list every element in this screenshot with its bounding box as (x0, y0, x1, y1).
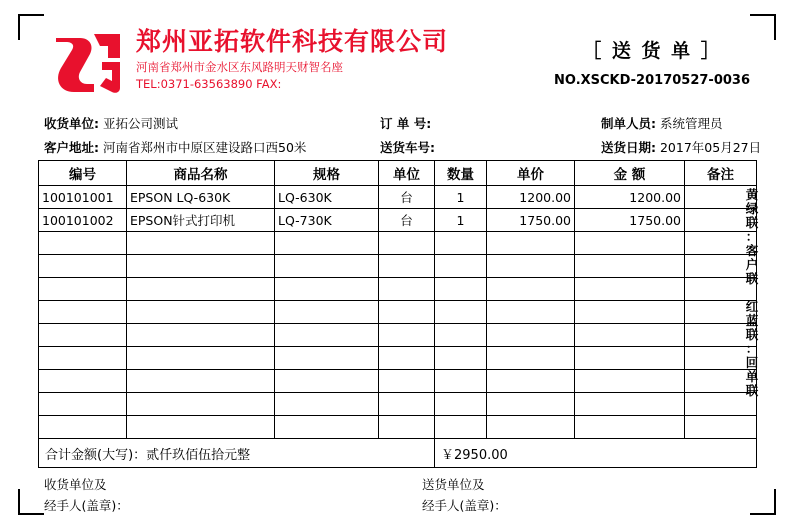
sender-signature-line1: 送货单位及 (422, 477, 485, 492)
empty-cell (435, 370, 487, 393)
item-code: 100101002 (39, 209, 127, 232)
item-code: 100101001 (39, 186, 127, 209)
empty-cell (435, 416, 487, 439)
empty-cell (575, 393, 685, 416)
receiver-signature-line2: 经手人(盖章)： (44, 498, 129, 513)
empty-cell (379, 255, 435, 278)
empty-cell (127, 324, 275, 347)
company-name: 郑州亚拓软件科技有限公司 (136, 27, 449, 56)
item-name: EPSON针式打印机 (127, 209, 275, 232)
empty-cell (435, 393, 487, 416)
empty-cell (39, 278, 127, 301)
table-row-empty (39, 255, 757, 278)
empty-cell (685, 416, 757, 439)
empty-cell (435, 301, 487, 324)
col-header-amount: 金 额 (575, 161, 685, 186)
document-number: NO.XSCKD-20170527-0036 (554, 73, 750, 88)
empty-cell (127, 347, 275, 370)
meta-row-1 (38, 112, 756, 136)
empty-cell (127, 301, 275, 324)
empty-cell (275, 347, 379, 370)
table-row-empty (39, 416, 757, 439)
delivery-note-document (38, 22, 762, 513)
table-row-empty (39, 347, 757, 370)
receiver-value: 亚拓公司测试 (102, 116, 178, 131)
empty-cell (575, 301, 685, 324)
customer-address-field (44, 136, 306, 160)
order-no-field (380, 112, 431, 136)
item-unit: 台 (379, 209, 435, 232)
empty-cell (39, 347, 127, 370)
empty-cell (127, 232, 275, 255)
car-no-field (380, 136, 435, 160)
empty-cell (487, 255, 575, 278)
table-row-empty (39, 301, 757, 324)
empty-cell (435, 324, 487, 347)
empty-cell (435, 255, 487, 278)
empty-cell (39, 324, 127, 347)
copy-color-note (742, 188, 762, 398)
total-label: 合计金额(大写)： (45, 447, 147, 463)
empty-cell (379, 324, 435, 347)
copy-note-line-2: 红 蓝 联 ： 回 单 联 (745, 299, 759, 398)
item-spec: LQ-730K (275, 209, 379, 232)
table-header-row (39, 161, 757, 186)
empty-cell (275, 232, 379, 255)
table-row-empty (39, 324, 757, 347)
receiver-signature-block (44, 474, 129, 516)
col-header-remark: 备注 (685, 161, 757, 186)
table-row-empty (39, 370, 757, 393)
delivery-date-value: 2017年05月27日 (659, 140, 762, 155)
item-price: 1750.00 (487, 209, 575, 232)
total-row (38, 439, 757, 468)
empty-cell (575, 324, 685, 347)
col-header-code: 编号 (39, 161, 127, 186)
table-row (39, 186, 757, 209)
empty-cell (487, 301, 575, 324)
receiver-signature-line1: 收货单位及 (44, 477, 107, 492)
empty-cell (379, 301, 435, 324)
receiver-label: 收货单位: (44, 116, 99, 131)
empty-cell (379, 370, 435, 393)
company-address: 河南省郑州市金水区东风路明天财智名座 (136, 60, 343, 74)
car-no-label: 送货车号: (380, 140, 435, 155)
sender-signature-line2: 经手人(盖章)： (422, 498, 507, 513)
empty-cell (487, 416, 575, 439)
total-amount-cell: ￥2950.00 (435, 439, 757, 468)
table-row-empty (39, 232, 757, 255)
empty-cell (487, 370, 575, 393)
maker-field (601, 112, 723, 136)
signature-area (38, 474, 756, 518)
meta-row-2 (38, 136, 762, 160)
empty-cell (39, 370, 127, 393)
empty-cell (127, 393, 275, 416)
items-table (38, 160, 757, 439)
item-amount: 1200.00 (575, 186, 685, 209)
total-words: 贰仟玖佰伍拾元整 (146, 447, 251, 463)
empty-cell (575, 232, 685, 255)
empty-cell (275, 393, 379, 416)
empty-cell (127, 416, 275, 439)
empty-cell (575, 255, 685, 278)
total-in-words-cell (39, 439, 435, 468)
empty-cell (275, 278, 379, 301)
item-price: 1200.00 (487, 186, 575, 209)
empty-cell (39, 232, 127, 255)
empty-cell (39, 255, 127, 278)
table-row (39, 209, 757, 232)
item-qty: 1 (435, 209, 487, 232)
empty-cell (379, 232, 435, 255)
empty-cell (275, 255, 379, 278)
document-title: ［ 送 货 单 ］ (582, 40, 722, 62)
col-header-qty: 数量 (435, 161, 487, 186)
empty-cell (435, 278, 487, 301)
empty-cell (487, 232, 575, 255)
maker-label: 制单人员: (601, 116, 656, 131)
empty-cell (39, 393, 127, 416)
col-header-spec: 规格 (275, 161, 379, 186)
empty-cell (379, 278, 435, 301)
item-unit: 台 (379, 186, 435, 209)
empty-cell (575, 416, 685, 439)
document-meta (38, 112, 762, 160)
empty-cell (487, 347, 575, 370)
sender-signature-block (422, 474, 507, 516)
empty-cell (487, 278, 575, 301)
receiver-field (44, 112, 178, 136)
item-spec: LQ-630K (275, 186, 379, 209)
customer-address-label: 客户地址: (44, 140, 99, 155)
copy-note-line-1: 黄 绿 联 ： 客 户 联 (745, 187, 759, 286)
empty-cell (127, 370, 275, 393)
col-header-unit: 单位 (379, 161, 435, 186)
item-amount: 1750.00 (575, 209, 685, 232)
empty-cell (435, 232, 487, 255)
empty-cell (435, 347, 487, 370)
empty-cell (127, 255, 275, 278)
empty-cell (487, 393, 575, 416)
company-telephone: TEL:0371-63563890 FAX: (136, 77, 282, 91)
delivery-date-field (601, 136, 761, 160)
item-name: EPSON LQ-630K (127, 186, 275, 209)
col-header-price: 单价 (487, 161, 575, 186)
empty-cell (575, 370, 685, 393)
item-qty: 1 (435, 186, 487, 209)
empty-cell (275, 301, 379, 324)
customer-address-value: 河南省郑州市中原区建设路口西50米 (102, 140, 307, 155)
empty-cell (275, 370, 379, 393)
delivery-date-label: 送货日期: (601, 140, 656, 155)
empty-cell (379, 416, 435, 439)
document-title-block (554, 36, 750, 88)
company-info (136, 26, 448, 93)
maker-value: 系统管理员 (659, 116, 723, 131)
empty-cell (275, 416, 379, 439)
order-no-label: 订 单 号: (380, 116, 432, 131)
table-row-empty (39, 393, 757, 416)
empty-cell (275, 324, 379, 347)
empty-cell (487, 324, 575, 347)
empty-cell (379, 393, 435, 416)
empty-cell (127, 278, 275, 301)
col-header-name: 商品名称 (127, 161, 275, 186)
empty-cell (379, 347, 435, 370)
empty-cell (575, 347, 685, 370)
company-logo-icon (50, 28, 126, 98)
empty-cell (39, 301, 127, 324)
empty-cell (39, 416, 127, 439)
table-row-empty (39, 278, 757, 301)
empty-cell (575, 278, 685, 301)
document-header (38, 22, 756, 110)
